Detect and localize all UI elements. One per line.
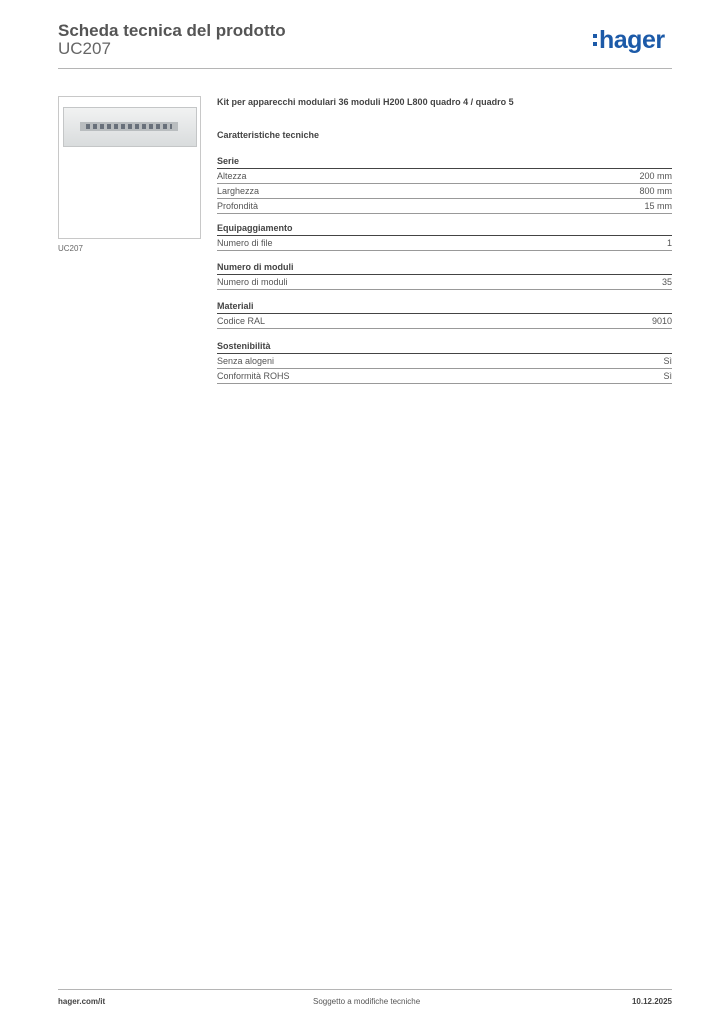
spec-value: 200 mm (639, 171, 672, 181)
header-divider (58, 68, 672, 69)
spec-label: Larghezza (217, 186, 260, 196)
spec-value: 15 mm (644, 201, 672, 211)
spec-row (217, 169, 672, 184)
image-caption: UC207 (58, 244, 83, 253)
footer-divider (58, 989, 672, 990)
product-description: Kit per apparecchi modulari 36 moduli H200 L800 quadro 4 / quadro 5 (217, 97, 514, 107)
spec-value: 9010 (651, 316, 672, 326)
spec-label: Profondità (217, 201, 259, 211)
spec-row (217, 369, 672, 384)
spec-label: Senza alogeni (217, 356, 275, 366)
logo-text: hager (599, 26, 665, 54)
footer-website: hager.com/it (58, 997, 106, 1006)
spec-label: Altezza (217, 171, 247, 181)
spec-label: Numero di moduli (217, 277, 288, 287)
spec-group-title: Equipaggiamento (217, 222, 672, 236)
spec-group-title: Numero di moduli (217, 261, 672, 275)
spec-row (217, 236, 672, 251)
spec-group-sostenibilita (217, 340, 672, 384)
spec-value: 35 (661, 277, 672, 287)
product-code: UC207 (58, 39, 111, 58)
hager-logo (593, 28, 665, 53)
spec-value: 800 mm (639, 186, 672, 196)
footer-note: Soggetto a modifiche tecniche (313, 997, 421, 1006)
spec-row (217, 275, 672, 290)
spec-value: Sì (663, 356, 672, 366)
spec-group-title: Serie (217, 155, 672, 169)
spec-label: Numero di file (217, 238, 273, 248)
header-title: Scheda tecnica del prodotto (58, 21, 286, 40)
spec-value: 1 (666, 238, 672, 248)
spec-group-title: Sostenibilità (217, 340, 672, 354)
spec-group-title: Materiali (217, 300, 672, 314)
section-heading: Caratteristiche tecniche (217, 130, 320, 140)
cover-plate-illustration (63, 107, 197, 147)
spec-row (217, 314, 672, 329)
spec-group-numero-moduli (217, 261, 672, 290)
spec-row (217, 199, 672, 214)
spec-value: Sì (663, 371, 672, 381)
footer-date: 10.12.2025 (631, 997, 672, 1006)
spec-label: Conformità ROHS (217, 371, 290, 381)
product-image (58, 96, 201, 239)
spec-label: Codice RAL (217, 316, 266, 326)
spec-row (217, 184, 672, 199)
spec-row (217, 354, 672, 369)
spec-group-materiali (217, 300, 672, 329)
spec-group-serie (217, 155, 672, 214)
spec-group-equipaggiamento (217, 222, 672, 251)
